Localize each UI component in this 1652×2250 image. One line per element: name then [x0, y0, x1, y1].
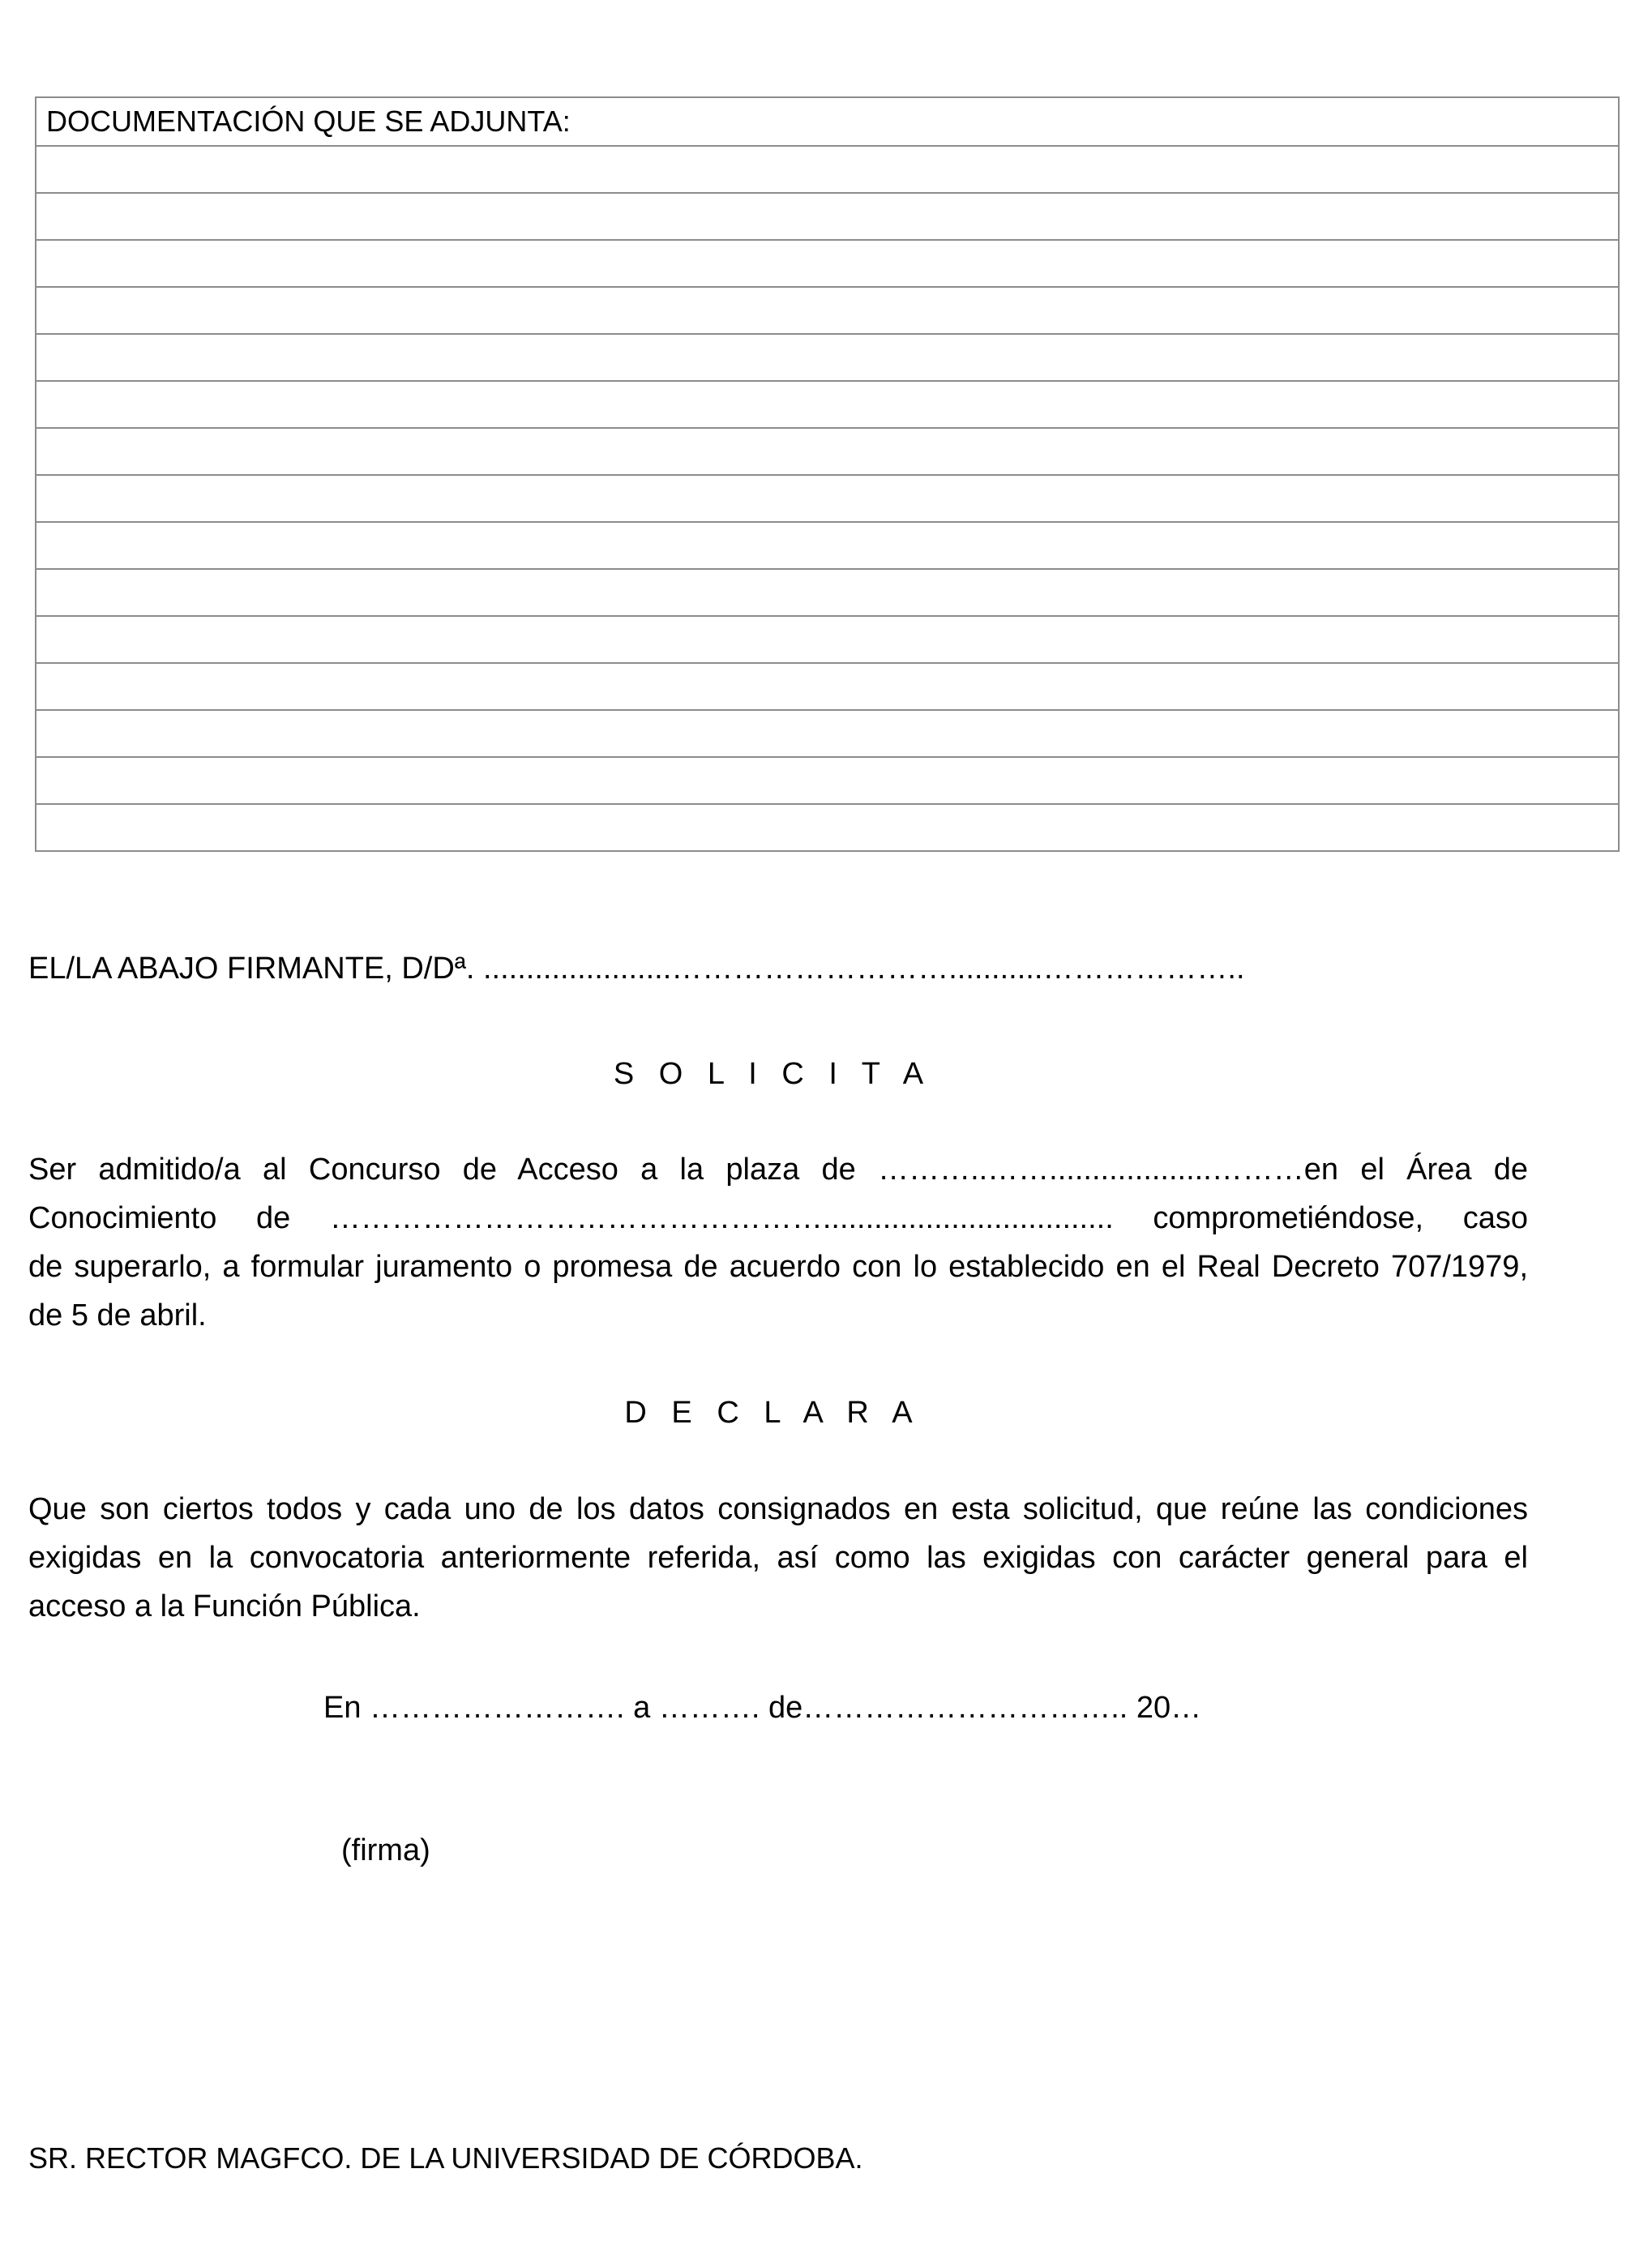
documentation-cell[interactable] — [36, 475, 1619, 522]
solicita-line[interactable]: Conocimiento de ………………………………………….................................. comprometiéndose, caso — [28, 1201, 1528, 1235]
signature-label: (firma) — [341, 1833, 430, 1867]
documentation-row[interactable] — [36, 475, 1619, 522]
documentation-row[interactable] — [36, 240, 1619, 287]
documentation-cell[interactable] — [36, 381, 1619, 428]
documentation-row[interactable] — [36, 193, 1619, 240]
documentation-row[interactable] — [36, 146, 1619, 193]
documentation-row[interactable] — [36, 428, 1619, 475]
declara-line: acceso a la Función Pública. — [28, 1589, 421, 1623]
documentation-cell[interactable] — [36, 193, 1619, 240]
documentation-cell[interactable] — [36, 287, 1619, 334]
solicita-line: de superarlo, a formular juramento o promesa de acuerdo con lo establecido en el Real Decreto 707/1979, — [28, 1250, 1528, 1284]
documentation-row[interactable] — [36, 757, 1619, 804]
solicita-line[interactable]: Ser admitido/a al Concurso de Acceso a la plaza de ………..……...................………en el Área de — [28, 1153, 1528, 1187]
declara-line: exigidas en la convocatoria anteriormente referida, así como las exigidas con carácter general para el — [28, 1541, 1528, 1575]
declara-heading: D E C L A R A — [624, 1396, 921, 1430]
declara-line: Que son ciertos todos y cada uno de los datos consignados en esta solicitud, que reúne las condiciones — [28, 1492, 1528, 1526]
documentation-cell[interactable] — [36, 804, 1619, 851]
documentation-row[interactable] — [36, 522, 1619, 569]
documentation-cell[interactable] — [36, 569, 1619, 616]
documentation-cell[interactable] — [36, 146, 1619, 193]
documentation-row[interactable] — [36, 616, 1619, 663]
documentation-row[interactable] — [36, 663, 1619, 710]
solicita-line: de 5 de abril. — [28, 1298, 207, 1332]
documentation-row[interactable] — [36, 287, 1619, 334]
documentation-cell[interactable] — [36, 428, 1619, 475]
documentation-cell[interactable] — [36, 616, 1619, 663]
documentation-row[interactable] — [36, 804, 1619, 851]
documentation-row[interactable] — [36, 569, 1619, 616]
documentation-row[interactable] — [36, 381, 1619, 428]
solicita-paragraph — [28, 1145, 1528, 1340]
documentation-header: DOCUMENTACIÓN QUE SE ADJUNTA: — [36, 97, 1619, 146]
documentation-cell[interactable] — [36, 710, 1619, 757]
documentation-cell[interactable] — [36, 757, 1619, 804]
documentation-cell[interactable] — [36, 334, 1619, 381]
documentation-header-row — [36, 97, 1619, 146]
date-line[interactable]: En ……………………. a ………. de………………………….. 20… — [323, 1691, 1202, 1725]
documentation-cell[interactable] — [36, 240, 1619, 287]
documentation-row[interactable] — [36, 710, 1619, 757]
documentation-cell[interactable] — [36, 663, 1619, 710]
addressee: SR. RECTOR MAGFCO. DE LA UNIVERSIDAD DE CÓRDOBA. — [28, 2141, 863, 2175]
documentation-cell[interactable] — [36, 522, 1619, 569]
documentation-table — [35, 96, 1620, 852]
solicita-heading: S O L I C I T A — [613, 1057, 932, 1091]
signer-line[interactable]: EL/LA ABAJO FIRMANTE, D/Dª. ......................………………………...........……………….. — [28, 952, 1245, 986]
documentation-row[interactable] — [36, 334, 1619, 381]
documentation-table-body — [36, 97, 1619, 851]
declara-paragraph — [28, 1485, 1528, 1631]
